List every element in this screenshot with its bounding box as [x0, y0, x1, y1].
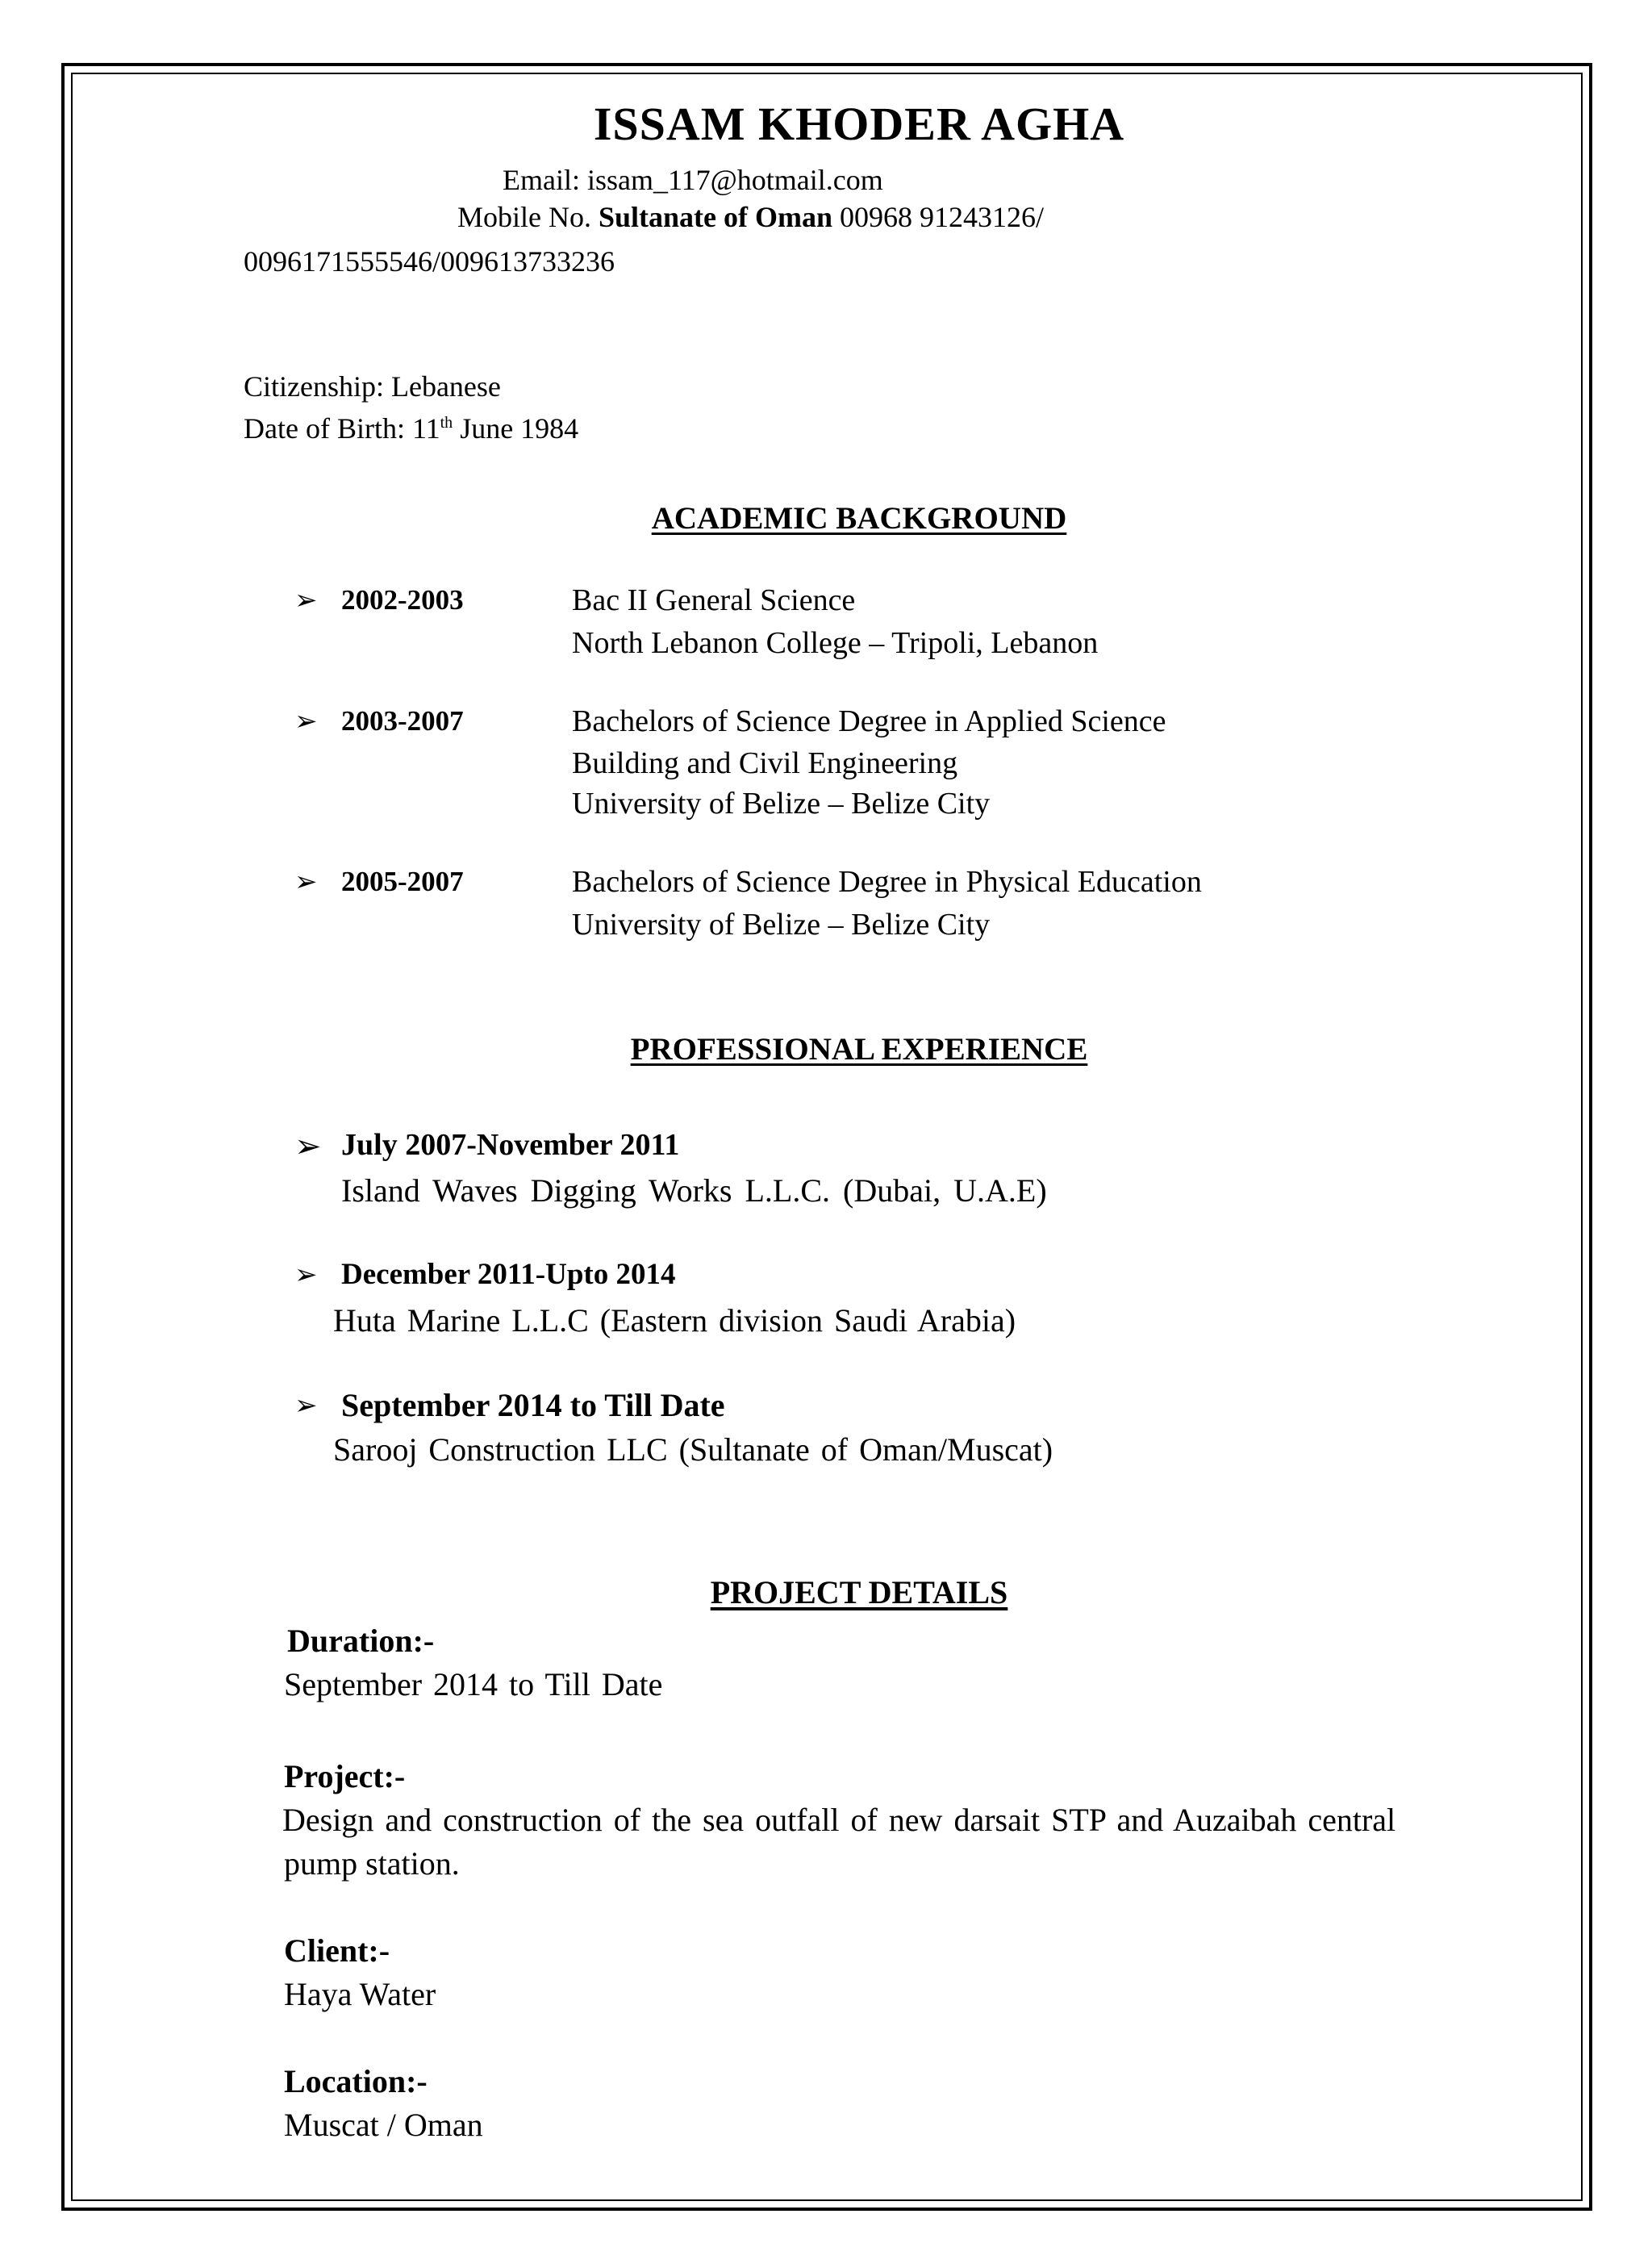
project-description-line-1: Design and construction of the sea outfall of new darsait STP and Auzaibah central — [282, 1802, 1396, 1838]
dob-suffix: June 1984 — [453, 412, 579, 445]
project-heading: PROJECT DETAILS — [710, 1574, 1008, 1610]
mobile-prefix: Mobile No. — [457, 201, 599, 233]
mobile-more: 0096171555546/009613733236 — [244, 245, 615, 278]
academic-bullet-1: ➢ — [294, 586, 318, 616]
candidate-name: ISSAM KHODER AGHA — [593, 98, 1125, 150]
client-label: Client:- — [284, 1932, 390, 1969]
email-line: Email: issam_117@hotmail.com — [503, 164, 883, 196]
experience-heading: PROFESSIONAL EXPERIENCE — [630, 1032, 1088, 1067]
academic-line: Bac II General Science — [572, 583, 856, 617]
dob-sup: th — [440, 414, 453, 432]
project-label: Project:- — [284, 1758, 406, 1794]
experience-company-2: Huta Marine L.L.C (Eastern division Saudi Arabia) — [333, 1302, 1016, 1339]
experience-company-1: Island Waves Digging Works L.L.C. (Dubai, U.A.E) — [341, 1172, 1047, 1209]
mobile-line — [457, 200, 1044, 234]
academic-years-3: 2005-2007 — [341, 866, 464, 897]
academic-bullet-2: ➢ — [294, 707, 318, 737]
mobile-country: Sultanate of Oman — [599, 201, 833, 233]
experience-period-1: July 2007-November 2011 — [341, 1128, 680, 1162]
academic-line: North Lebanon College – Tripoli, Lebanon — [572, 626, 1099, 660]
duration-value: September 2014 to Till Date — [284, 1666, 663, 1702]
duration-label: Duration:- — [287, 1623, 435, 1659]
academic-line: University of Belize – Belize City — [572, 787, 991, 821]
experience-bullet-1: ➢ — [294, 1128, 322, 1164]
experience-period-2: December 2011-Upto 2014 — [341, 1258, 676, 1291]
academic-line: Bachelors of Science Degree in Physical Education — [572, 865, 1202, 899]
project-description-line-2: pump station. — [284, 1845, 460, 1882]
experience-bullet-2: ➢ — [294, 1260, 318, 1290]
experience-bullet-3: ➢ — [294, 1391, 318, 1421]
location-value: Muscat / Oman — [284, 2107, 483, 2143]
academic-years-2: 2003-2007 — [341, 705, 464, 737]
date-of-birth — [244, 411, 578, 445]
mobile-number: 00968 91243126/ — [832, 201, 1045, 233]
citizenship: Citizenship: Lebanese — [244, 370, 501, 403]
client-value: Haya Water — [284, 1976, 436, 2012]
academic-line: University of Belize – Belize City — [572, 908, 991, 942]
experience-period-3: September 2014 to Till Date — [341, 1387, 725, 1423]
academic-line: Building and Civil Engineering — [572, 746, 958, 780]
academic-years-1: 2002-2003 — [341, 584, 464, 616]
dob-prefix: Date of Birth: 11 — [244, 412, 440, 445]
academic-line: Bachelors of Science Degree in Applied Science — [572, 704, 1166, 738]
experience-company-3: Sarooj Construction LLC (Sultanate of Oman/Muscat) — [333, 1431, 1053, 1468]
academic-bullet-3: ➢ — [294, 867, 318, 897]
academic-heading: ACADEMIC BACKGROUND — [651, 501, 1067, 536]
location-label: Location:- — [284, 2063, 428, 2099]
